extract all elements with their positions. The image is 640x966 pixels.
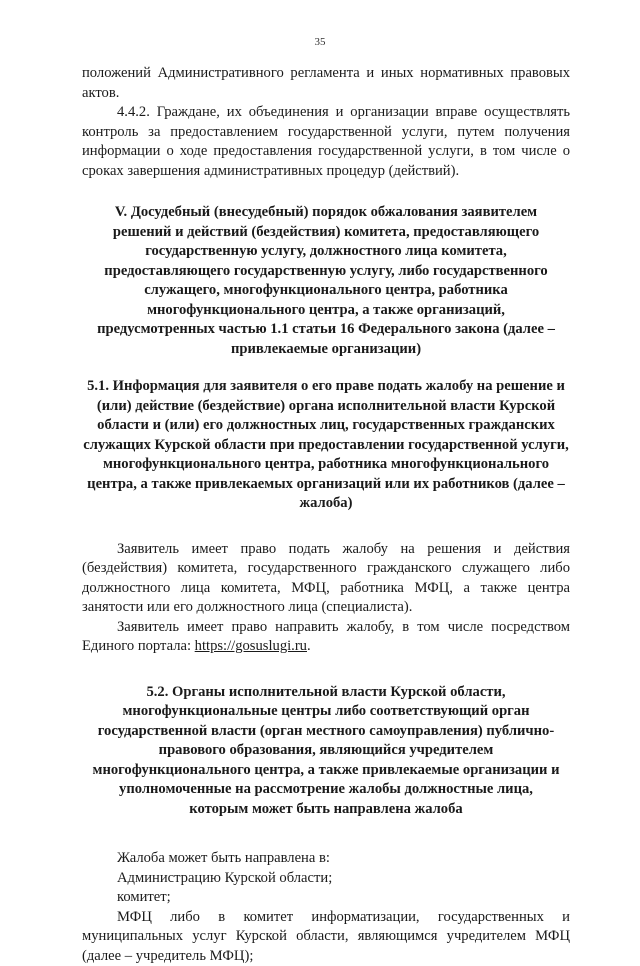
portal-text-end: . xyxy=(307,638,311,654)
gosuslugi-link[interactable]: https://gosuslugi.ru xyxy=(195,638,307,654)
paragraph-portal xyxy=(82,618,570,657)
portal-text: Заявитель имеет право направить жалобу, в том числе посредством Единого портала: xyxy=(82,619,570,655)
paragraph-mfc: МФЦ либо в комитет информатизации, государственных и муниципальных услуг Курской области, являющимся учредителем МФЦ (далее – учредитель МФЦ); xyxy=(82,908,570,966)
section-5-2-heading: 5.2. Органы исполнительной власти Курской области, многофункциональные центры либо соответствующий орган государственной власти (орган местного самоуправления) публично-правового образования, являющийся учредителем многофункционального центра, а также привлекаемые организации и уполномоченные на рассмотрение жалобы должностные лица, которым может быть направлена жалоба xyxy=(82,683,570,820)
list-item-committee: комитет; xyxy=(82,888,570,908)
page-number: 35 xyxy=(0,36,640,48)
paragraph-continuation: положений Административного регламента и иных нормативных правовых актов. xyxy=(82,64,570,103)
page-content xyxy=(82,64,570,966)
section-v-heading: V. Досудебный (внесудебный) порядок обжалования заявителем решений и действий (бездействия) комитета, предоставляющего государственную услугу, должностного лица комитета, предоставляющего государственную услугу, либо государственного служащего, многофункционального центра, работника многофункционального центра, а также организаций, предусмотренных частью 1.1 статьи 16 Федерального закона (далее – привлекаемые организации) xyxy=(82,203,570,359)
paragraph-4-4-2: 4.4.2. Граждане, их объединения и организации вправе осуществлять контроль за предоставлением государственной услуги, путем получения информации о ходе предоставления государственной услуги, в том числе о сроках завершения административных процедур (действий). xyxy=(82,103,570,181)
list-intro: Жалоба может быть направлена в: xyxy=(82,849,570,869)
paragraph-complaint-right: Заявитель имеет право подать жалобу на решения и действия (бездействия) комитета, государственного гражданского служащего либо должностного лица комитета, МФЦ, работника МФЦ, а также центра занятости или его должностного лица (специалиста). xyxy=(82,540,570,618)
section-5-1-heading: 5.1. Информация для заявителя о его праве подать жалобу на решение и (или) действие (бездействие) органа исполнительной власти Курской области и (или) его должностных лиц, государственных гражданских служащих Курской области при предоставлении государственной услуги, многофункционального центра, работника многофункционального центра, а также привлекаемых организаций или их работников (далее – жалоба) xyxy=(82,377,570,514)
list-item-administration: Администрацию Курской области; xyxy=(82,869,570,889)
